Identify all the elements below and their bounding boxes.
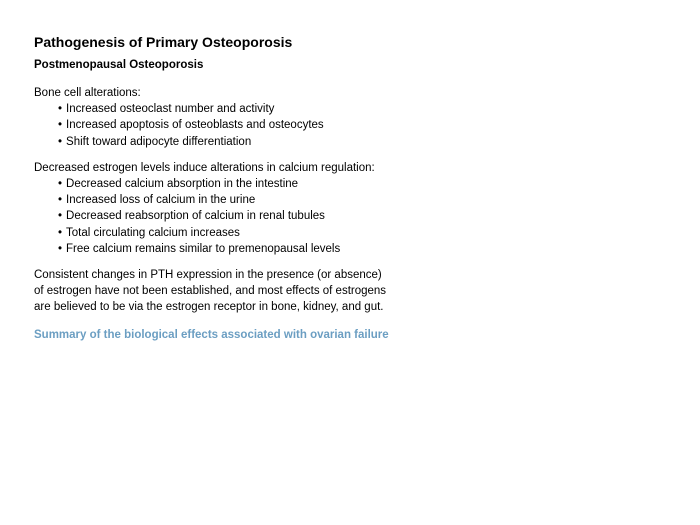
list-item xyxy=(58,208,700,224)
bullet-icon: • xyxy=(58,177,63,190)
page-title: Pathogenesis of Primary Osteoporosis xyxy=(34,34,293,50)
list-item xyxy=(58,192,700,208)
list-item xyxy=(58,101,700,117)
list-item xyxy=(58,176,700,192)
bullet-list xyxy=(34,101,700,150)
list-item-text: Decreased calcium absorption in the intestine xyxy=(66,177,299,190)
list-item-text: Increased loss of calcium in the urine xyxy=(66,194,256,207)
section-bone-cell-alterations xyxy=(34,85,700,150)
list-item xyxy=(58,225,700,241)
pth-paragraph: Consistent changes in PTH expression in the presence (or absence) of estrogen have not been established, and most effects of estrogens are believed to be via the estrogen receptor in bone, kidney, and gut. xyxy=(34,269,387,314)
bullet-icon: • xyxy=(58,210,63,223)
bullet-icon: • xyxy=(58,103,63,115)
ovarian-failure-summary-link[interactable]: Summary of the biological effects associated with ovarian failure xyxy=(34,329,389,342)
page-subtitle: Postmenopausal Osteoporosis xyxy=(34,59,204,71)
bullet-list xyxy=(34,176,700,257)
bullet-icon: • xyxy=(58,226,63,239)
list-item-text: Total circulating calcium increases xyxy=(66,226,240,239)
section-heading: Bone cell alterations: xyxy=(34,87,141,99)
list-item-text: Increased apoptosis of osteoblasts and osteocytes xyxy=(66,119,324,132)
list-item-text: Increased osteoclast number and activity xyxy=(66,103,275,115)
bullet-icon: • xyxy=(58,119,63,132)
list-item-text: Shift toward adipocyte differentiation xyxy=(66,135,252,148)
section-heading: Decreased estrogen levels induce alterations in calcium regulation: xyxy=(34,161,375,174)
list-item-text: Decreased reabsorption of calcium in renal tubules xyxy=(66,210,325,223)
list-item xyxy=(58,241,700,257)
bullet-icon: • xyxy=(58,135,63,148)
section-calcium-regulation xyxy=(34,160,700,257)
list-item xyxy=(58,134,700,150)
list-item xyxy=(58,117,700,133)
list-item-text: Free calcium remains similar to premenopausal levels xyxy=(66,243,341,256)
bullet-icon: • xyxy=(58,194,63,207)
bullet-icon: • xyxy=(58,243,63,256)
